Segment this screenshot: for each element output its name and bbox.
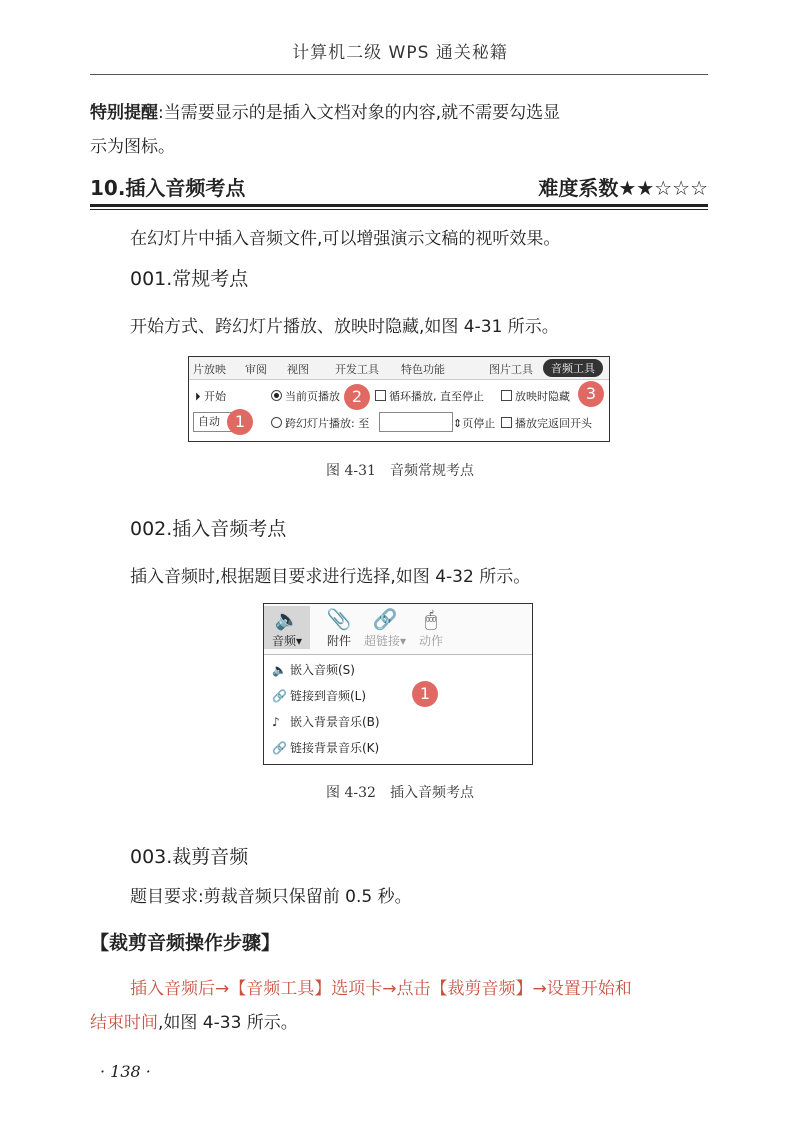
hyperlink-tool-label: 超链接▾ <box>363 634 407 648</box>
start-mode-select[interactable]: 自动 <box>193 412 247 432</box>
section-title: 10.插入音频考点 <box>90 176 246 200</box>
tab-features[interactable]: 特色功能 <box>401 363 445 376</box>
reminder-text-line2: 示为图标。 <box>90 137 175 157</box>
figure-4-32-caption: 图 4-32 插入音频考点 <box>326 785 474 801</box>
start-option <box>195 388 226 404</box>
menu-item-link-bgm[interactable]: 🔗 链接背景音乐(K) <box>272 741 380 755</box>
action-tool-button[interactable] <box>408 606 454 649</box>
link-icon: 🔗 <box>372 607 398 631</box>
rewind-option[interactable] <box>501 415 592 431</box>
tab-picture-tools[interactable]: 图片工具 <box>489 363 533 376</box>
difficulty-stars: ★★☆☆☆ <box>618 176 708 200</box>
mouse-icon: 🖱 <box>425 607 437 631</box>
checkbox-icon <box>501 390 512 401</box>
point1-text: 开始方式、跨幻灯片播放、放映时隐藏,如图 4-31 所示。 <box>130 317 559 337</box>
current-slide-option[interactable] <box>271 388 340 404</box>
attachment-tool-label: 附件 <box>326 634 351 648</box>
steps-line2: 结束时间,如图 4-33 所示。 <box>90 1013 298 1033</box>
speaker-icon: 🔈 <box>272 663 287 677</box>
tab-review[interactable]: 审阅 <box>245 363 267 376</box>
speaker-icon: 🔈 <box>274 607 300 631</box>
reminder-text-line1: :当需要显示的是插入文档对象的内容,就不需要勾选显 <box>158 103 561 123</box>
point3-heading: 003.裁剪音频 <box>130 846 249 868</box>
radio-icon <box>271 417 282 428</box>
point1-heading: 001.常规考点 <box>130 268 249 290</box>
menu-item-link-audio[interactable]: 🔗 链接到音频(L) <box>272 689 367 703</box>
checkbox-icon <box>501 417 512 428</box>
menu-item-embed-audio[interactable]: 🔈 嵌入音频(S) <box>272 663 355 677</box>
audio-tool-button[interactable] <box>264 606 310 649</box>
tab-slideshow[interactable]: 片放映 <box>193 363 226 376</box>
point3-requirement: 题目要求:剪裁音频只保留前 0.5 秒。 <box>130 887 412 907</box>
current-slide-label: 当前页播放 <box>285 390 340 403</box>
callout-badge-1: 1 <box>412 681 438 707</box>
insert-toolbar <box>264 604 532 654</box>
loop-option[interactable] <box>375 388 484 404</box>
callout-badge-2: 2 <box>344 384 370 410</box>
loop-label: 循环播放, 直至停止 <box>389 390 484 403</box>
cross-slide-label: 跨幻灯片播放: 至 <box>285 417 370 430</box>
callout-badge-3: 3 <box>578 381 604 407</box>
start-label: 开始 <box>204 390 226 403</box>
audio-dropdown-menu <box>264 654 532 765</box>
point2-heading: 002.插入音频考点 <box>130 518 287 540</box>
start-icon: ⏵ <box>195 390 204 403</box>
figure-4-31-ribbon <box>188 356 610 442</box>
reminder-label: 特别提醒 <box>90 103 158 123</box>
menu-item-embed-bgm[interactable]: ♪ 嵌入背景音乐(B) <box>272 715 380 729</box>
radio-checked-icon <box>271 390 282 401</box>
point2-text: 插入音频时,根据题目要求进行选择,如图 4-32 所示。 <box>130 567 531 587</box>
cross-slide-option[interactable] <box>271 415 369 431</box>
rewind-label: 播放完返回开头 <box>515 417 592 430</box>
hide-label: 放映时隐藏 <box>515 390 570 403</box>
running-title: 计算机二级 WPS 通关秘籍 <box>292 43 508 63</box>
action-tool-label: 动作 <box>418 634 443 648</box>
checkbox-icon <box>375 390 386 401</box>
difficulty-label: 难度系数 <box>538 176 619 200</box>
difficulty-rating <box>538 172 708 201</box>
stop-page-input[interactable] <box>379 412 453 432</box>
intro-text: 在幻灯片中插入音频文件,可以增强演示文稿的视听效果。 <box>130 229 561 249</box>
tab-developer[interactable]: 开发工具 <box>335 363 379 376</box>
section-rule-thick <box>90 204 708 207</box>
attachment-tool-button[interactable] <box>316 606 362 649</box>
link-icon: 🔗 <box>272 689 287 703</box>
reminder-paragraph <box>90 96 710 164</box>
page-number: · 138 · <box>100 1062 151 1081</box>
callout-badge-1: 1 <box>227 409 253 435</box>
steps-heading: 【裁剪音频操作步骤】 <box>90 932 281 954</box>
audio-tool-label: 音频▾ <box>271 634 303 648</box>
spinner-icon: ⇕ <box>453 417 463 430</box>
figure-4-32-insert-audio-menu <box>263 603 533 765</box>
ribbon-tab-bar <box>189 357 609 380</box>
paperclip-icon: 📎 <box>326 607 352 631</box>
section-rule-thin <box>90 209 708 210</box>
link-icon: 🔗 <box>272 741 287 755</box>
steps-line1: 插入音频后→【音频工具】选项卡→点击【裁剪音频】→设置开始和 <box>130 979 632 999</box>
music-note-icon: ♪ <box>272 715 280 729</box>
stop-page-label: ⇕页停止 <box>453 417 496 430</box>
hyperlink-tool-button[interactable] <box>362 606 408 649</box>
header-rule <box>90 74 708 75</box>
hide-option[interactable] <box>501 388 570 404</box>
figure-4-31-caption: 图 4-31 音频常规考点 <box>326 463 474 479</box>
tab-view[interactable]: 视图 <box>287 363 309 376</box>
tab-audio-tools[interactable]: 音频工具 <box>543 359 603 377</box>
